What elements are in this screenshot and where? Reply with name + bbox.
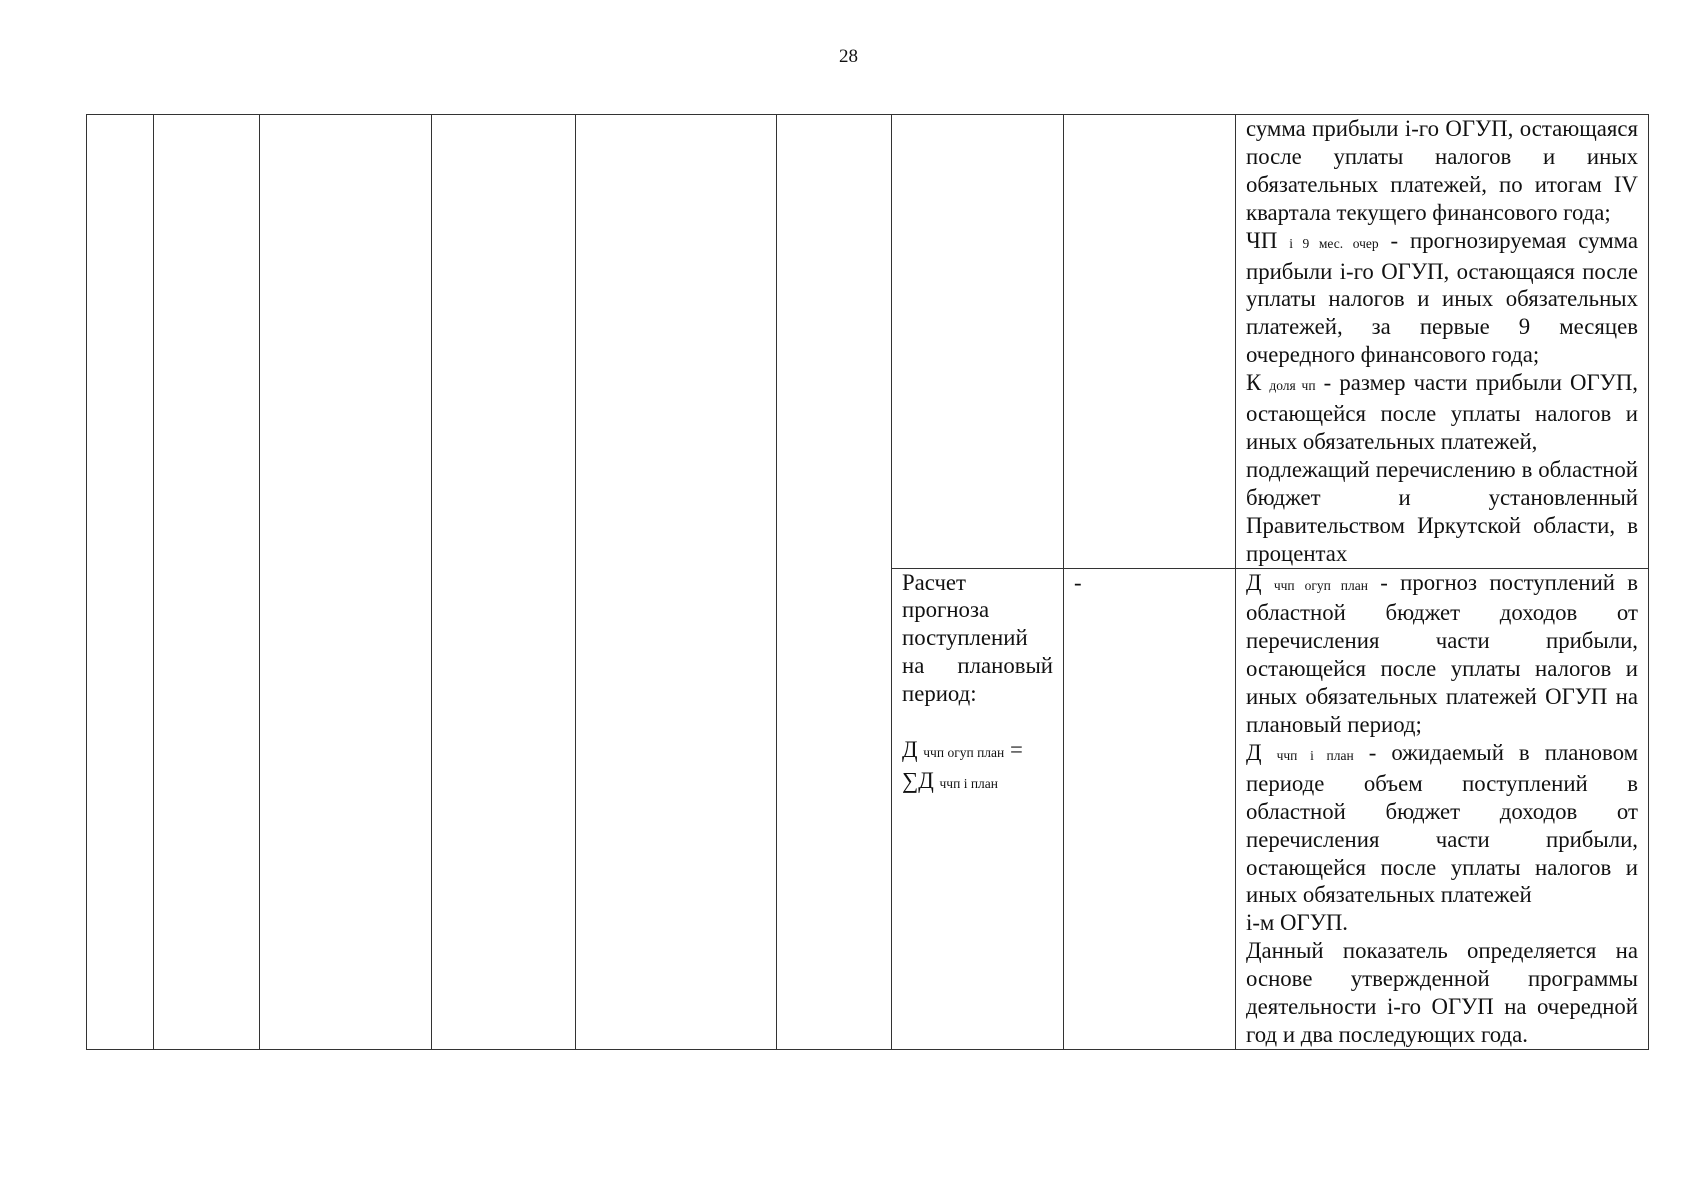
formula-equals: = bbox=[1004, 737, 1023, 763]
empty-cell-col1 bbox=[87, 115, 154, 1050]
variable-definition: - прогнозируемая сумма прибыли i-го ОГУП, остающаяся после уплаты налогов и иных обязательных платежей, за первые 9 месяцев очередного финансового года; bbox=[1246, 227, 1639, 368]
empty-cell-col4 bbox=[432, 115, 576, 1050]
empty-cell-col3 bbox=[260, 115, 432, 1050]
empty-cell-col2 bbox=[154, 115, 260, 1050]
variable-symbol: ЧП bbox=[1246, 227, 1278, 253]
explanation-paragraph bbox=[1246, 369, 1638, 567]
empty-cell-col5 bbox=[576, 115, 777, 1050]
explanation-paragraph bbox=[1246, 569, 1638, 739]
variable-symbol: К bbox=[1246, 370, 1262, 396]
explanation-paragraph: сумма прибыли i-го ОГУП, остающаяся после уплаты налогов и иных обязательных платежей, по итогам IV квартала текущего финансового года; bbox=[1246, 116, 1638, 225]
explanation-paragraph: Данный показатель определяется на основе утвержденной программы деятельности i-го ОГУП на очередной год и два последующих года. bbox=[1246, 938, 1638, 1047]
empty-cell-col7 bbox=[892, 115, 1064, 569]
variable-subscript: ччп огуп план bbox=[1273, 577, 1368, 593]
variable-subscript: ччп i план bbox=[1276, 747, 1354, 763]
calculation-cell bbox=[892, 568, 1064, 1049]
explanation-paragraph bbox=[1246, 227, 1638, 370]
formula bbox=[902, 736, 1053, 798]
calculation-title: Расчет прогноза поступлений на плановый период: bbox=[902, 569, 1053, 707]
variable-subscript: i 9 мес. очер bbox=[1289, 235, 1379, 251]
variable-definition: - размер части прибыли ОГУП, остающейся после уплаты налогов и иных обязательных платежей, подлежащий перечислению в областной бюджет и установленный Правительством Иркутской области, в процентах bbox=[1246, 370, 1638, 566]
formula-sum-subscript: ччп i план bbox=[939, 775, 998, 791]
explanation-paragraph bbox=[1246, 739, 1638, 937]
explanation-cell-profit bbox=[1236, 115, 1649, 569]
empty-cell-col8 bbox=[1064, 115, 1236, 569]
methodology-table bbox=[86, 114, 1649, 1050]
variable-subscript: доля чп bbox=[1269, 378, 1316, 394]
formula-sum-symbol: ∑Д bbox=[902, 767, 934, 793]
variable-symbol: Д bbox=[1246, 569, 1262, 595]
variable-definition: - прогноз поступлений в областной бюджет доходов от перечисления части прибыли, остающейся после уплаты налогов и иных обязательных платежей ОГУП на плановый период; bbox=[1246, 569, 1639, 738]
variable-symbol: Д bbox=[1246, 739, 1262, 765]
dash-cell bbox=[1064, 568, 1236, 1049]
variable-definition: - ожидаемый в плановом периоде объем поступлений в областной бюджет доходов от перечисления части прибыли, остающейся после уплаты налогов и иных обязательных платежей i-м ОГУП. bbox=[1246, 739, 1638, 936]
empty-cell-col6 bbox=[777, 115, 892, 1050]
dash-value: - bbox=[1074, 569, 1082, 595]
page-number: 28 bbox=[839, 46, 858, 67]
formula-lhs-subscript: ччп огуп план bbox=[923, 745, 1005, 761]
formula-lhs-symbol: Д bbox=[902, 737, 918, 763]
table-row-continuation bbox=[87, 115, 1649, 569]
explanation-cell-planned bbox=[1236, 568, 1649, 1049]
